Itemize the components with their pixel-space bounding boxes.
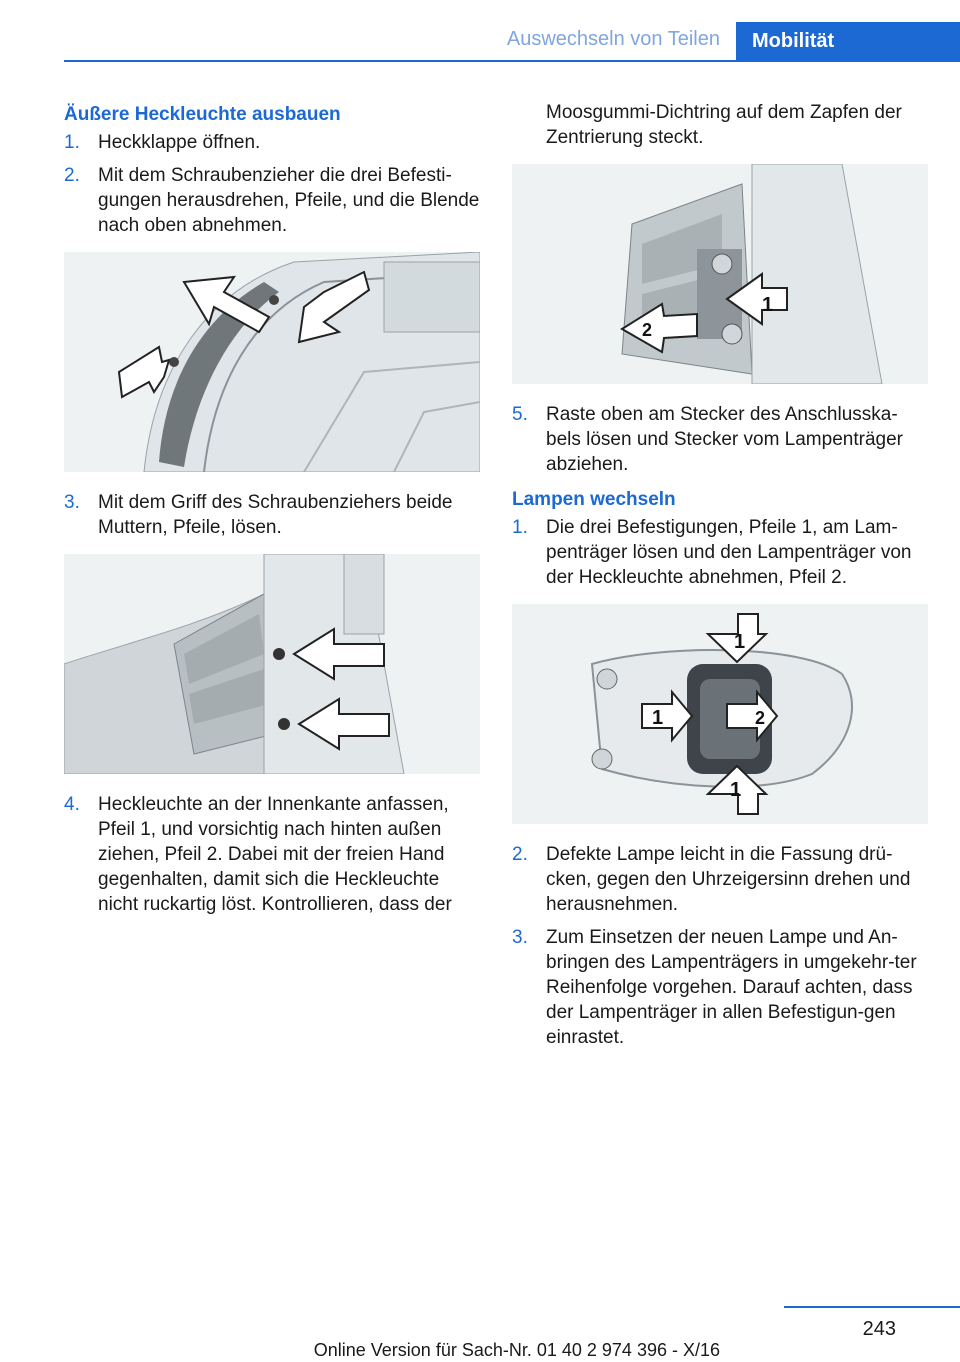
step-number: 2. — [512, 844, 528, 865]
step-text: Defekte Lampe leicht in die Fassung drü-cken, gegen den Uhrzeigersinn drehen und herausnehmen. — [546, 844, 911, 915]
figure-label-bottom: 1 — [730, 779, 742, 801]
step-number: 3. — [512, 927, 528, 948]
step-text: Mit dem Griff des Schraubenziehers beide Muttern, Pfeile, lösen. — [98, 492, 453, 538]
header-rule — [64, 60, 960, 62]
step-number: 3. — [64, 492, 80, 513]
step-text: Mit dem Schraubenzieher die drei Befesti-gungen herausdrehen, Pfeile, und die Blende nach oben abnehmen. — [98, 165, 480, 236]
figure-label-1: 1 — [762, 294, 774, 316]
step-list-remove-cont — [64, 490, 480, 540]
figure-label-top: 1 — [734, 631, 746, 653]
step-list-bulbs-cont — [512, 842, 928, 1050]
step-item — [512, 402, 928, 477]
step-number: 4. — [64, 794, 80, 815]
step-item — [512, 515, 928, 590]
footer-version-note: Online Version für Sach-Nr. 01 40 2 974 396 - X/16 — [313, 1340, 720, 1360]
figure-taillight-pull — [512, 164, 928, 384]
step-number: 1. — [64, 132, 80, 153]
step-list-remove — [64, 130, 480, 238]
section-heading-change-bulbs: Lampen wechseln — [512, 489, 676, 510]
chapter-tab: Mobilität — [736, 22, 960, 62]
step-list-remove-cont2 — [64, 792, 480, 917]
step-number: 2. — [64, 165, 80, 186]
step-item — [512, 842, 928, 917]
step-item — [512, 925, 928, 1050]
step-list-remove-cont3 — [512, 402, 928, 477]
page-number: 243 — [862, 1318, 896, 1340]
figure-label-right: 2 — [755, 708, 766, 728]
figure-label-left: 1 — [652, 707, 664, 729]
figure-taillight-nuts — [64, 554, 480, 774]
step-continuation: Moosgummi-Dichtring auf dem Zapfen der Zentrierung steckt. — [546, 102, 902, 148]
section-heading-remove-taillight: Äußere Heckleuchte ausbauen — [64, 104, 341, 125]
step-text: Heckklappe öffnen. — [98, 132, 261, 153]
step-text: Zum Einsetzen der neuen Lampe und An-bringen des Lampenträgers in umgekehr-ter Reihenfolge vorgehen. Darauf achten, dass der Lampenträger in allen Befestigun-gen einrastet. — [546, 927, 917, 1048]
figure-trunk-cover-screws — [64, 252, 480, 472]
right-column — [512, 100, 928, 1058]
step-item — [64, 163, 480, 238]
left-column — [64, 100, 480, 925]
step-text: Heckleuchte an der Innenkante anfassen, Pfeil 1, und vorsichtig nach hinten außen ziehen, Pfeil 2. Dabei mit der freien Hand gegenhalten, damit sich die Heckleuchte nicht ruckartig löst. Kontrollieren, dass der — [98, 794, 452, 915]
step-list-bulbs — [512, 515, 928, 590]
step-item — [64, 792, 480, 917]
step-text: Die drei Befestigungen, Pfeile 1, am Lam-penträger lösen und den Lampenträger von der Heckleuchte abnehmen, Pfeil 2. — [546, 517, 912, 588]
figure-label-2: 2 — [642, 320, 653, 340]
step-number: 1. — [512, 517, 528, 538]
figure-lamp-carrier — [512, 604, 928, 824]
step-item — [64, 130, 480, 155]
step-text: Raste oben am Stecker des Anschlusska-bels lösen und Stecker vom Lampenträger abziehen. — [546, 404, 903, 475]
step-number: 5. — [512, 404, 528, 425]
running-header-section: Auswechseln von Teilen — [506, 28, 720, 50]
footer-rule — [784, 1306, 960, 1308]
step-item — [64, 490, 480, 540]
